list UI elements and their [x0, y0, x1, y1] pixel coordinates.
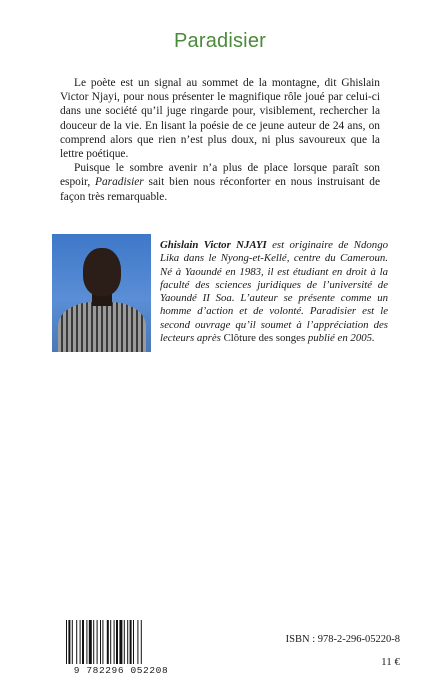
author-bio [160, 239, 388, 345]
barcode-digits: 9 782296 052208 [73, 665, 169, 676]
isbn: ISBN : 978-2-296-05220-8 [285, 634, 400, 645]
author-name: Ghislain Victor NJAYI [160, 239, 267, 251]
bio-text-1: est originaire de Ndongo Lika dans le Nyong-et-Kellé, centre du Cameroun. Né à Yaoundé en 1983, il est étudiant en droit à la faculté des sciences juridiques de l’université de Yaoundé II Soa. L’auteur se présente comme un homme d’action et de volonté. Paradisier est le second ouvrage qu’il soumet à l’appréciation des lecteurs après [160, 239, 388, 345]
blurb-paragraph-2 [60, 161, 380, 204]
back-cover-blurb [60, 76, 380, 204]
blurb-p2-start: Puisque le sombre avenir n’a plus de place lorsque paraît son espoir, [60, 162, 380, 189]
bio-text-2: publié en 2005. [305, 332, 375, 345]
book-title: Paradisier [173, 30, 267, 52]
bio-previous-title: Clôture des songes [223, 332, 306, 345]
barcode [66, 620, 176, 664]
blurb-p2-end: sait bien nous réconforter en nous instruisant de façon très remarquable. [60, 176, 380, 203]
blurb-paragraph-1: Le poète est un signal au sommet de la montagne, dit Ghislain Victor Njayi, pour nous présenter le magnifique rôle joué par celui-ci dans une société qu’il juge ringarde pour, visiblement, rechercher la douceur de la vie. En lisant la poésie de ce jeune auteur de 24 ans, on comprend alors que rien n’est plus doux, ni plus savoureux que la lettre poétique. [60, 77, 380, 161]
author-photo [52, 234, 151, 352]
price: 11 € [381, 656, 400, 668]
blurb-p2-title: Paradisier [95, 176, 144, 189]
